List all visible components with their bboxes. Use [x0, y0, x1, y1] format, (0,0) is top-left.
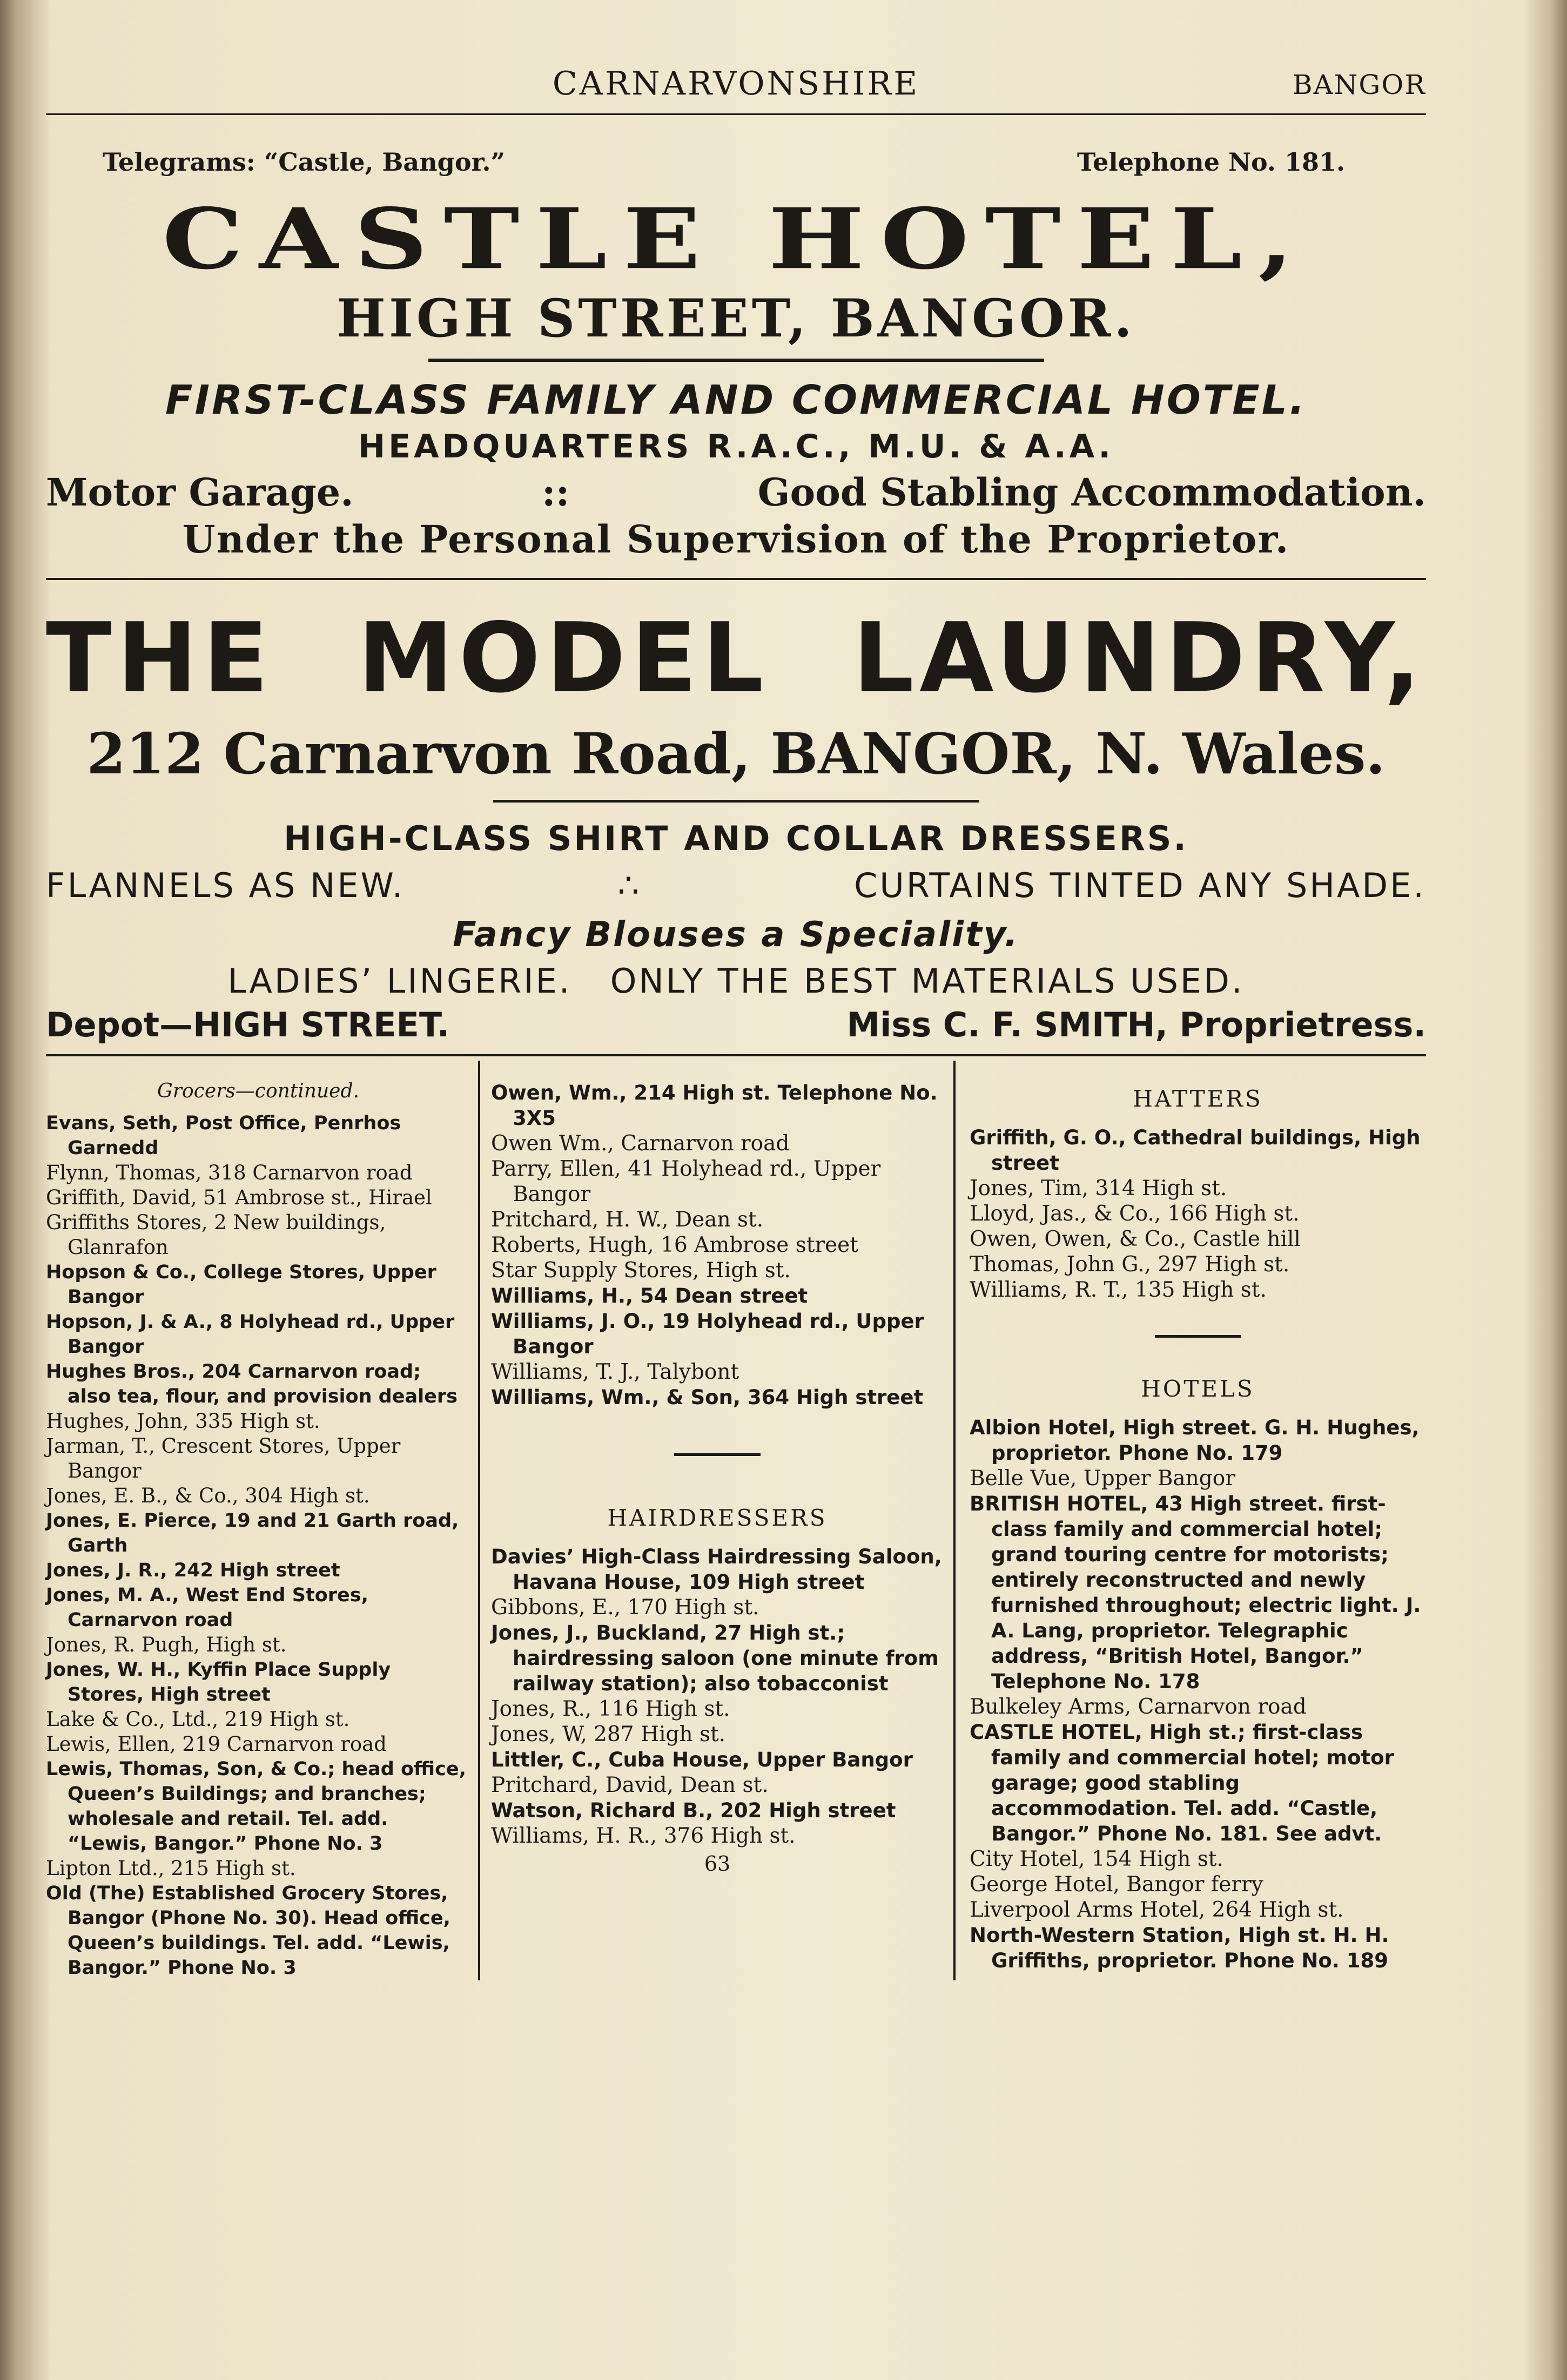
section-divider [1155, 1335, 1241, 1338]
directory-entry: City Hotel, 154 High st. [970, 1847, 1223, 1871]
directory-entry: Evans, Seth, Post Office, Penrhos Garnedd [46, 1113, 401, 1159]
grocers-list-continued [491, 1080, 944, 1410]
directory-entry: Jones, R., 116 High st. [491, 1697, 730, 1721]
grocers-list [46, 1111, 470, 1980]
laundry-depot: Depot—HIGH STREET. [46, 1005, 450, 1044]
page-content [46, 65, 1426, 1980]
directory-entry: Jones, E. B., & Co., 304 High st. [46, 1484, 370, 1507]
directory-entry: Lewis, Thomas, Son, & Co.; head office, Queen’s Buildings; and branches; wholesale and retail. Tel. add. “Lewis, Bangor.” Phone No. 3 [46, 1758, 466, 1855]
directory-entry: Jarman, T., Crescent Stores, Upper Bangor [46, 1434, 401, 1482]
directory-entry: Liverpool Arms Hotel, 264 High st. [970, 1898, 1344, 1922]
castle-telephone: Telephone No. 181. [1077, 147, 1345, 177]
directory-entry: Jones, M. A., West End Stores, Carnarvon road [46, 1585, 368, 1631]
hatters-heading: HATTERS [1133, 1086, 1263, 1112]
section-divider [674, 1453, 761, 1456]
directory-entry: North-Western Station, High st. H. H. Griffiths, proprietor. Phone No. 189 [970, 1924, 1389, 1972]
hatters-list [970, 1125, 1426, 1303]
directory-entry: Hopson, J. & A., 8 Holyhead rd., Upper Bangor [46, 1311, 455, 1358]
laundry-flannels-line [46, 866, 1426, 905]
directory-entry: Lipton Ltd., 215 High st. [46, 1857, 296, 1880]
columns-top-rule [46, 1054, 1426, 1056]
laundry-address: 212 Carnarvon Road, BANGOR, N. Wales. [86, 720, 1386, 787]
laundry-curtains: CURTAINS TINTED ANY SHADE. [854, 866, 1426, 905]
castle-headquarters: HEADQUARTERS R.A.C., M.U. & A.A. [358, 428, 1114, 466]
county-heading: CARNARVONSHIRE [552, 65, 920, 103]
hotels-heading: HOTELS [1141, 1376, 1255, 1402]
castle-hotel-advert [46, 147, 1426, 562]
directory-entry: Pritchard, David, Dean st. [491, 1773, 769, 1797]
directory-entry: Belle Vue, Upper Bangor [970, 1466, 1235, 1491]
town-heading: BANGOR [1292, 69, 1426, 100]
castle-divider [428, 359, 1044, 362]
directory-entry: Hopson & Co., College Stores, Upper Bangor [46, 1262, 436, 1308]
grocers-column [46, 1061, 478, 1980]
laundry-lingerie: LADIES’ LINGERIE. ONLY THE BEST MATERIALS USED. [227, 961, 1245, 1001]
directory-entry: Jones, W, 287 High st. [491, 1722, 726, 1747]
castle-title: CASTLE HOTEL, [162, 190, 1310, 288]
directory-entry: Jones, R. Pugh, High st. [46, 1633, 287, 1656]
right-column [953, 1061, 1426, 1980]
directory-entry: Littler, C., Cuba House, Upper Bangor [491, 1748, 913, 1771]
directory-entry: Williams, J. O., 19 Holyhead rd., Upper Bangor [491, 1310, 924, 1358]
castle-address: HIGH STREET, BANGOR. [337, 288, 1135, 349]
laundry-title-word: MODEL [358, 602, 769, 714]
directory-entry: Owen Wm., Carnarvon road [491, 1131, 790, 1156]
castle-garage: Motor Garage. [46, 470, 354, 515]
castle-telegrams: Telegrams: “Castle, Bangor.” [103, 147, 505, 177]
laundry-title [46, 602, 1426, 714]
directory-entry: Hughes Bros., 204 Carnarvon road; also tea, flour, and provision dealers [46, 1361, 458, 1407]
directory-entry: Parry, Ellen, 41 Holyhead rd., Upper Bangor [491, 1157, 881, 1206]
directory-entry: Jones, W. H., Kyffin Place Supply Stores, High street [46, 1659, 391, 1705]
castle-contact-line [46, 147, 1426, 191]
directory-entry: Williams, R. T., 135 High st. [970, 1278, 1267, 1302]
directory-entry: Lewis, Ellen, 219 Carnarvon road [46, 1732, 387, 1756]
middle-column [478, 1061, 953, 1980]
directory-entry: Watson, Richard B., 202 High street [491, 1799, 896, 1822]
directory-entry: Albion Hotel, High street. G. H. Hughes, proprietor. Phone No. 179 [970, 1416, 1420, 1465]
castle-supervision: Under the Personal Supervision of the Proprietor. [182, 517, 1290, 562]
directory-entry: Flynn, Thomas, 318 Carnarvon road [46, 1161, 413, 1184]
directory-entry: CASTLE HOTEL, High st.; first-class family and commercial hotel; motor garage; good stabling accommodation. Tel. add. “Castle, Bangor.” Phone No. 181. See advt. [970, 1721, 1394, 1845]
directory-entry: Owen, Wm., 214 High st. Telephone No. 3X5 [491, 1081, 938, 1130]
directory-entry: Williams, Wm., & Son, 364 High street [491, 1386, 924, 1409]
directory-entry: Williams, H. R., 376 High st. [491, 1824, 796, 1848]
castle-garage-separator: :: [541, 470, 570, 515]
directory-entry: Lloyd, Jas., & Co., 166 High st. [970, 1202, 1300, 1226]
laundry-flannels-separator: ∴ [617, 866, 642, 905]
grocers-continued-heading: Grocers—continued. [157, 1080, 359, 1102]
laundry-depot-line [46, 1005, 1426, 1044]
directory-entry: Owen, Owen, & Co., Castle hill [970, 1227, 1301, 1251]
directory-entry: Star Supply Stores, High st. [491, 1258, 791, 1283]
directory-entry: George Hotel, Bangor ferry [970, 1872, 1263, 1897]
directory-entry: Thomas, John G., 297 High st. [970, 1252, 1290, 1277]
laundry-shirt-line: HIGH-CLASS SHIRT AND COLLAR DRESSERS. [284, 819, 1188, 858]
directory-entry: Davies’ High-Class Hairdressing Saloon, Havana House, 109 High street [491, 1545, 942, 1594]
directory-entry: Williams, T. J., Talybont [491, 1360, 739, 1384]
castle-garage-line [46, 470, 1426, 515]
directory-entry: Griffiths Stores, 2 New buildings, Glanrafon [46, 1211, 386, 1259]
laundry-title-word: LAUNDRY, [852, 602, 1426, 714]
castle-stabling: Good Stabling Accommodation. [757, 470, 1426, 515]
castle-category: FIRST-CLASS FAMILY AND COMMERCIAL HOTEL. [165, 377, 1307, 423]
directory-entry: Pritchard, H. W., Dean st. [491, 1208, 764, 1232]
laundry-title-word: THE [46, 602, 274, 714]
directory-entry: Griffith, David, 51 Ambrose st., Hirael [46, 1186, 432, 1209]
directory-entry: Bulkeley Arms, Carnarvon road [970, 1695, 1307, 1719]
model-laundry-advert [46, 602, 1426, 1044]
laundry-proprietress: Miss C. F. SMITH, Proprietress. [846, 1005, 1426, 1044]
hairdressers-heading: HAIRDRESSERS [607, 1505, 828, 1531]
directory-entry: Hughes, John, 335 High st. [46, 1410, 320, 1433]
directory-entry: Jones, J. R., 242 High street [46, 1560, 340, 1581]
page-number: 63 [704, 1852, 731, 1876]
laundry-flannels: FLANNELS AS NEW. [46, 866, 405, 905]
laundry-divider [493, 800, 979, 803]
directory-entry: Jones, Tim, 314 High st. [970, 1176, 1227, 1201]
directory-entry: Old (The) Established Grocery Stores, Bangor (Phone No. 30). Head office, Queen’s buildings. Tel. add. “Lewis, Bangor.” Phone No. 3 [46, 1883, 450, 1979]
directory-entry: Lake & Co., Ltd., 219 High st. [46, 1708, 350, 1731]
directory-entry: BRITISH HOTEL, 43 High street. first-class family and commercial hotel; grand touring centre for motorists; entirely reconstructed and newly furnished throughout; electric light. J. A. Lang, proprietor. Telegraphic address, “British Hotel, Bangor.” Telephone No. 178 [970, 1492, 1421, 1693]
directory-entry: Roberts, Hugh, 16 Ambrose street [491, 1233, 858, 1257]
running-head [46, 65, 1426, 113]
directory-entry: Griffith, G. O., Cathedral buildings, High street [970, 1126, 1421, 1175]
directory-entry: Jones, J., Buckland, 27 High st.; hairdressing saloon (one minute from railway station); also tobacconist [491, 1621, 939, 1695]
advert-separator-rule [46, 578, 1426, 580]
header-rule [46, 113, 1426, 115]
directory-entry: Jones, E. Pierce, 19 and 21 Garth road, Garth [46, 1510, 459, 1556]
directory-columns [46, 1061, 1426, 1980]
directory-entry: Williams, H., 54 Dean street [491, 1284, 808, 1307]
hotels-list [970, 1415, 1426, 1973]
laundry-blouses: Fancy Blouses a Speciality. [453, 915, 1019, 955]
directory-entry: Gibbons, E., 170 High st. [491, 1595, 759, 1620]
hairdressers-list [491, 1544, 944, 1849]
